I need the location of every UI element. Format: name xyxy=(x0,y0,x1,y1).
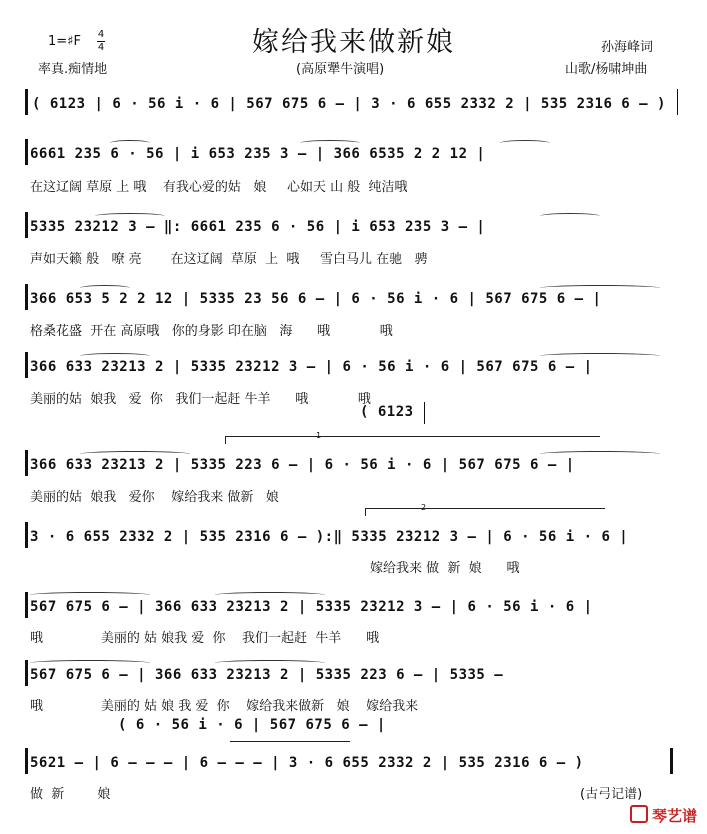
left-barline xyxy=(25,592,28,618)
slur xyxy=(215,592,325,598)
intro-repeat-notes: ( 6123 xyxy=(360,404,414,420)
score-title: 嫁给我来做新娘 xyxy=(252,27,455,58)
left-barline xyxy=(25,450,28,476)
slur xyxy=(30,660,150,666)
slur xyxy=(80,285,130,291)
score-row-5-notes: 366 633 23213 2 | 5335 23212 3 – | 6 · 56 i · 6 | 567 675 6 – | xyxy=(30,359,593,375)
lyrics-row-2: 在这辽阔 草原 上 哦 有我心爱的姑 娘 心如天 山 般 纯洁哦 xyxy=(30,180,408,195)
transcriber-note: (古弓记谱) xyxy=(580,787,643,802)
left-barline xyxy=(25,522,28,548)
expression-mark: 率真.痴情地 xyxy=(38,62,108,77)
watermark-text: 琴艺谱 xyxy=(651,807,697,825)
slur xyxy=(215,660,325,666)
meter-top: 4 xyxy=(97,29,105,40)
left-barline xyxy=(25,212,28,238)
left-barline xyxy=(25,284,28,310)
lyrics-row-4: 格桑花盛 开在 高原哦 你的身影 印在脑 海 哦 哦 xyxy=(30,324,393,339)
slur xyxy=(30,592,150,598)
left-barline xyxy=(25,660,28,686)
volta-bracket-2 xyxy=(365,508,605,509)
slur xyxy=(540,451,660,457)
slur xyxy=(110,140,150,146)
meter-bottom: 4 xyxy=(97,42,105,53)
tie-line xyxy=(230,741,350,742)
slur xyxy=(540,353,660,359)
slur xyxy=(300,140,360,146)
slur xyxy=(80,353,150,359)
slur xyxy=(540,213,600,219)
lyrics-row-7: 嫁给我来 做 新 娘 哦 xyxy=(370,561,520,576)
left-barline xyxy=(25,352,28,378)
score-row-9-notes: 567 675 6 – | 366 633 23213 2 | 5335 223 6 – | 5335 – xyxy=(30,667,504,683)
site-watermark xyxy=(630,805,697,826)
slur xyxy=(95,213,165,219)
singer-credit: (高原犟牛演唱) xyxy=(296,62,385,77)
time-signature xyxy=(97,30,105,53)
composer-credit: 山歌/杨啸坤曲 xyxy=(565,62,648,77)
score-row-4-notes: 366 653 5 2 2 12 | 5335 23 56 6 – | 6 · 56 i · 6 | 567 675 6 – | xyxy=(30,291,602,307)
left-barline xyxy=(25,139,28,165)
slur xyxy=(500,140,550,146)
barline xyxy=(424,402,425,424)
volta-number-2: 2 xyxy=(421,503,427,512)
volta-tick xyxy=(365,508,366,516)
score-row-2-notes: 6661 235 6 · 56 | i 653 235 3 – | 366 6535 2 2 12 | xyxy=(30,146,486,162)
volta-bracket-1 xyxy=(225,436,600,437)
slur xyxy=(80,451,190,457)
lyrics-row-8: 哦 美丽的 姑 娘我 爱 你 我们一起赶 牛羊 哦 xyxy=(30,631,380,646)
slur xyxy=(540,285,660,291)
score-row-3-notes: 5335 23212 3 – ‖: 6661 235 6 · 56 | i 653 235 3 – | xyxy=(30,219,486,235)
key-signature: 1=♯F xyxy=(48,34,81,49)
barline xyxy=(677,89,678,115)
logo-icon xyxy=(630,805,648,823)
interlude-notes: ( 6 · 56 i · 6 | 567 675 6 – | xyxy=(118,717,386,733)
score-row-8-notes: 567 675 6 – | 366 633 23213 2 | 5335 23212 3 – | 6 · 56 i · 6 | xyxy=(30,599,593,615)
lyrics-row-10: 做 新 娘 xyxy=(30,787,111,802)
score-row-1-notes: ( 6123 | 6 · 56 i · 6 | 567 675 6 – | 3 · 6 655 2332 2 | 535 2316 6 – ) xyxy=(32,96,666,112)
score-row-7-notes: 3 · 6 655 2332 2 | 535 2316 6 – ):‖ 5335 23212 3 – | 6 · 56 i · 6 | xyxy=(30,529,629,545)
volta-number-1: 1 xyxy=(316,431,322,440)
score-row-6-notes: 366 633 23213 2 | 5335 223 6 – | 6 · 56 i · 6 | 567 675 6 – | xyxy=(30,457,575,473)
lyrics-row-6: 美丽的姑 娘我 爱你 嫁给我来 做新 娘 xyxy=(30,490,279,505)
lyricist-credit: 孙海峰词 xyxy=(601,40,654,55)
left-barline xyxy=(25,89,28,115)
lyrics-row-5: 美丽的姑 娘我 爱 你 我们一起赶 牛羊 哦 哦 xyxy=(30,392,371,407)
lyrics-row-3: 声如天籁 般 嘹 亮 在这辽阔 草原 上 哦 雪白马儿 在驰 骋 xyxy=(30,252,428,267)
final-barline xyxy=(670,748,673,774)
score-row-10-notes: 5621 – | 6 – – – | 6 – – – | 3 · 6 655 2332 2 | 535 2316 6 – ) xyxy=(30,755,584,771)
left-barline xyxy=(25,748,28,774)
lyrics-row-9: 哦 美丽的 姑 娘 我 爱 你 嫁给我来做新 娘 嫁给我来 xyxy=(30,699,419,714)
volta-tick xyxy=(225,436,226,444)
